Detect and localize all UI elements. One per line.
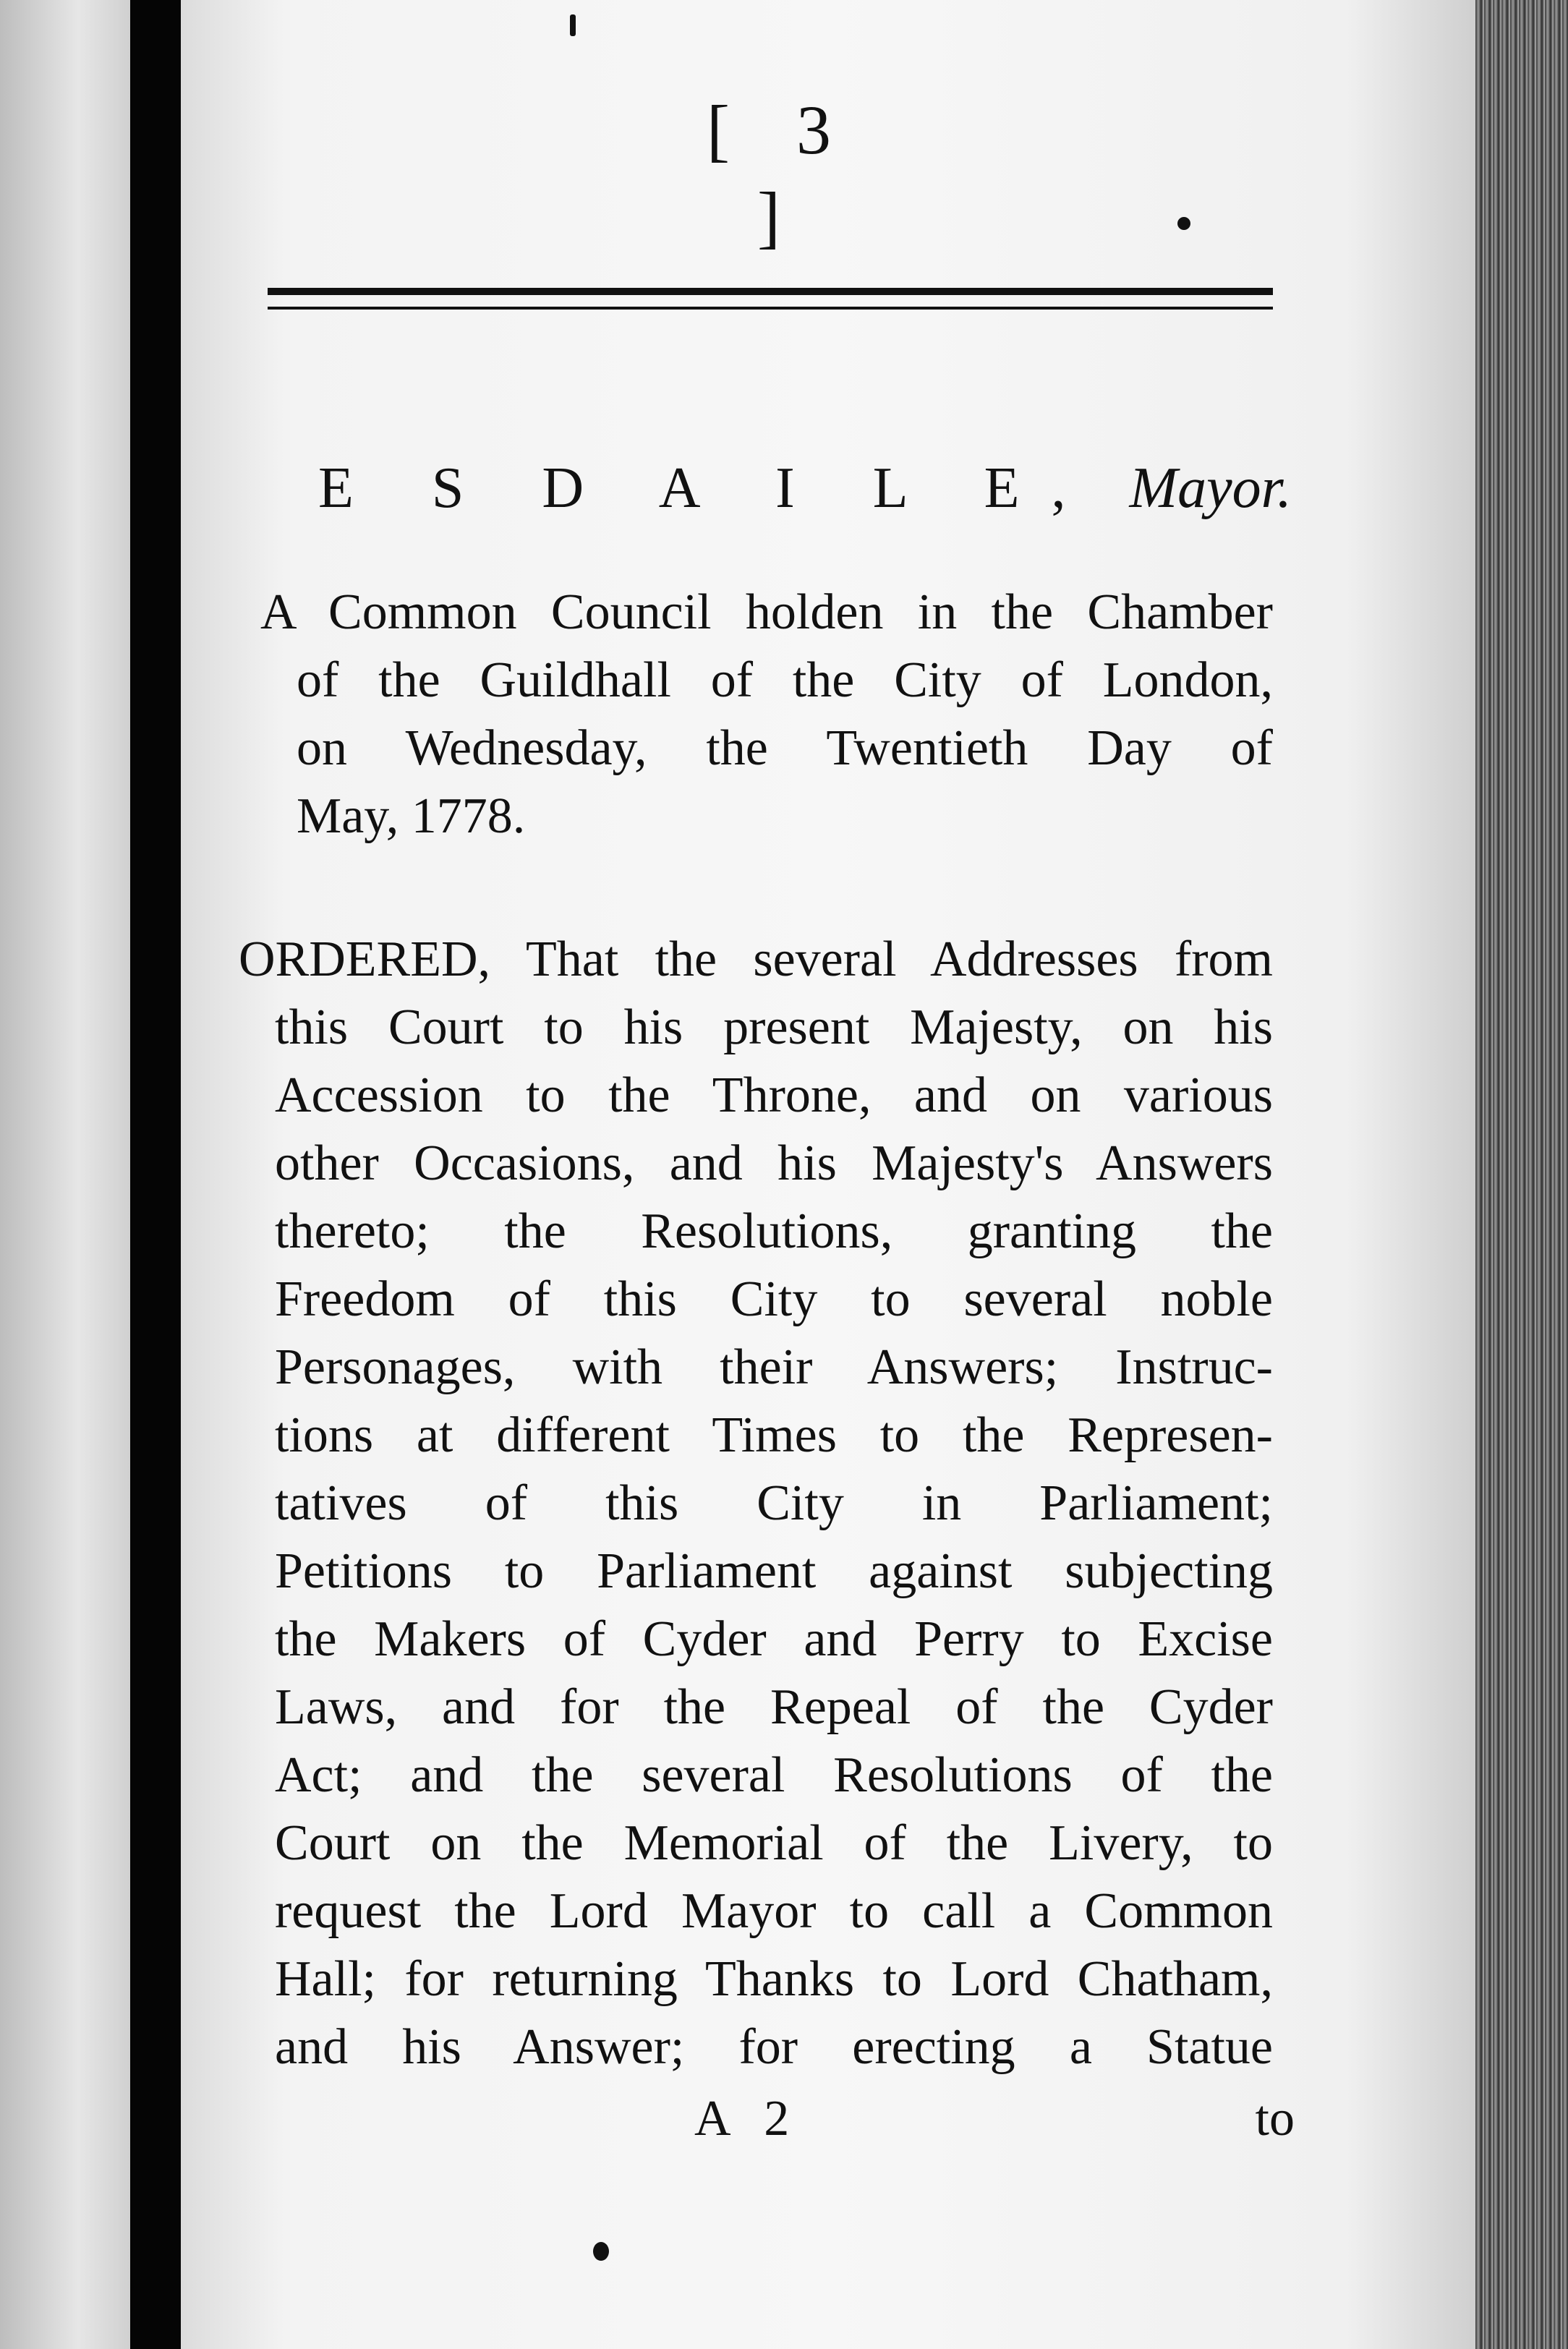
order-line: other Occasions, and his Majesty's Answers — [275, 1135, 1273, 1191]
facing-page-edge — [0, 0, 130, 2349]
intro-line: May, 1778. — [297, 788, 526, 844]
ink-dot — [1177, 217, 1190, 230]
mayor-heading — [318, 448, 1292, 528]
order-line: Personages, with their Answers; Instruc- — [275, 1339, 1273, 1395]
council-intro-paragraph — [260, 579, 1273, 850]
order-line: Petitions to Parliament against subjecting — [275, 1543, 1273, 1599]
order-line: Accession to the Throne, and on various — [275, 1067, 1273, 1123]
header-rule-thick — [268, 288, 1273, 295]
order-line: Hall; for returning Thanks to Lord Chatham, — [275, 1951, 1273, 2007]
order-line: ORDERED, That the several Addresses from — [239, 932, 1273, 987]
intro-line: on Wednesday, the Twentieth Day of — [297, 720, 1273, 776]
mayor-title: Mayor. — [1129, 456, 1292, 520]
order-line: Court on the Memorial of the Livery, to — [275, 1815, 1273, 1871]
order-line: Act; and the several Resolutions of the — [275, 1747, 1273, 1803]
order-paragraph — [239, 926, 1273, 2081]
catchword: to — [1255, 2091, 1295, 2146]
order-line: tions at different Times to the Represen- — [275, 1407, 1273, 1463]
intro-line: of the Guildhall of the City of London, — [297, 652, 1273, 708]
page-number: [ 3 ] — [707, 91, 856, 255]
intro-line: A Common Council holden in the Chamber — [260, 584, 1273, 640]
order-line: Laws, and for the Repeal of the Cyder — [275, 1679, 1273, 1735]
book-gutter — [130, 0, 181, 2349]
header-rule-thin — [268, 307, 1273, 310]
ink-speck — [570, 14, 576, 36]
order-line: and his Answer; for erecting a Statue — [275, 2019, 1273, 2075]
order-line: thereto; the Resolutions, granting the — [275, 1203, 1273, 1259]
signature-mark: A 2 — [694, 2091, 801, 2146]
order-line: Freedom of this City to several noble — [275, 1271, 1273, 1327]
order-line: the Makers of Cyder and Perry to Excise — [275, 1611, 1273, 1667]
page-footer — [239, 2083, 1295, 2155]
ink-speck — [593, 2242, 609, 2261]
order-line: this Court to his present Majesty, on his — [275, 999, 1273, 1055]
order-line: request the Lord Mayor to call a Common — [275, 1883, 1273, 1939]
mayor-name: E S D A I L E, — [318, 456, 1098, 520]
page-edges — [1475, 0, 1568, 2349]
order-line: tatives of this City in Parliament; — [275, 1475, 1273, 1531]
